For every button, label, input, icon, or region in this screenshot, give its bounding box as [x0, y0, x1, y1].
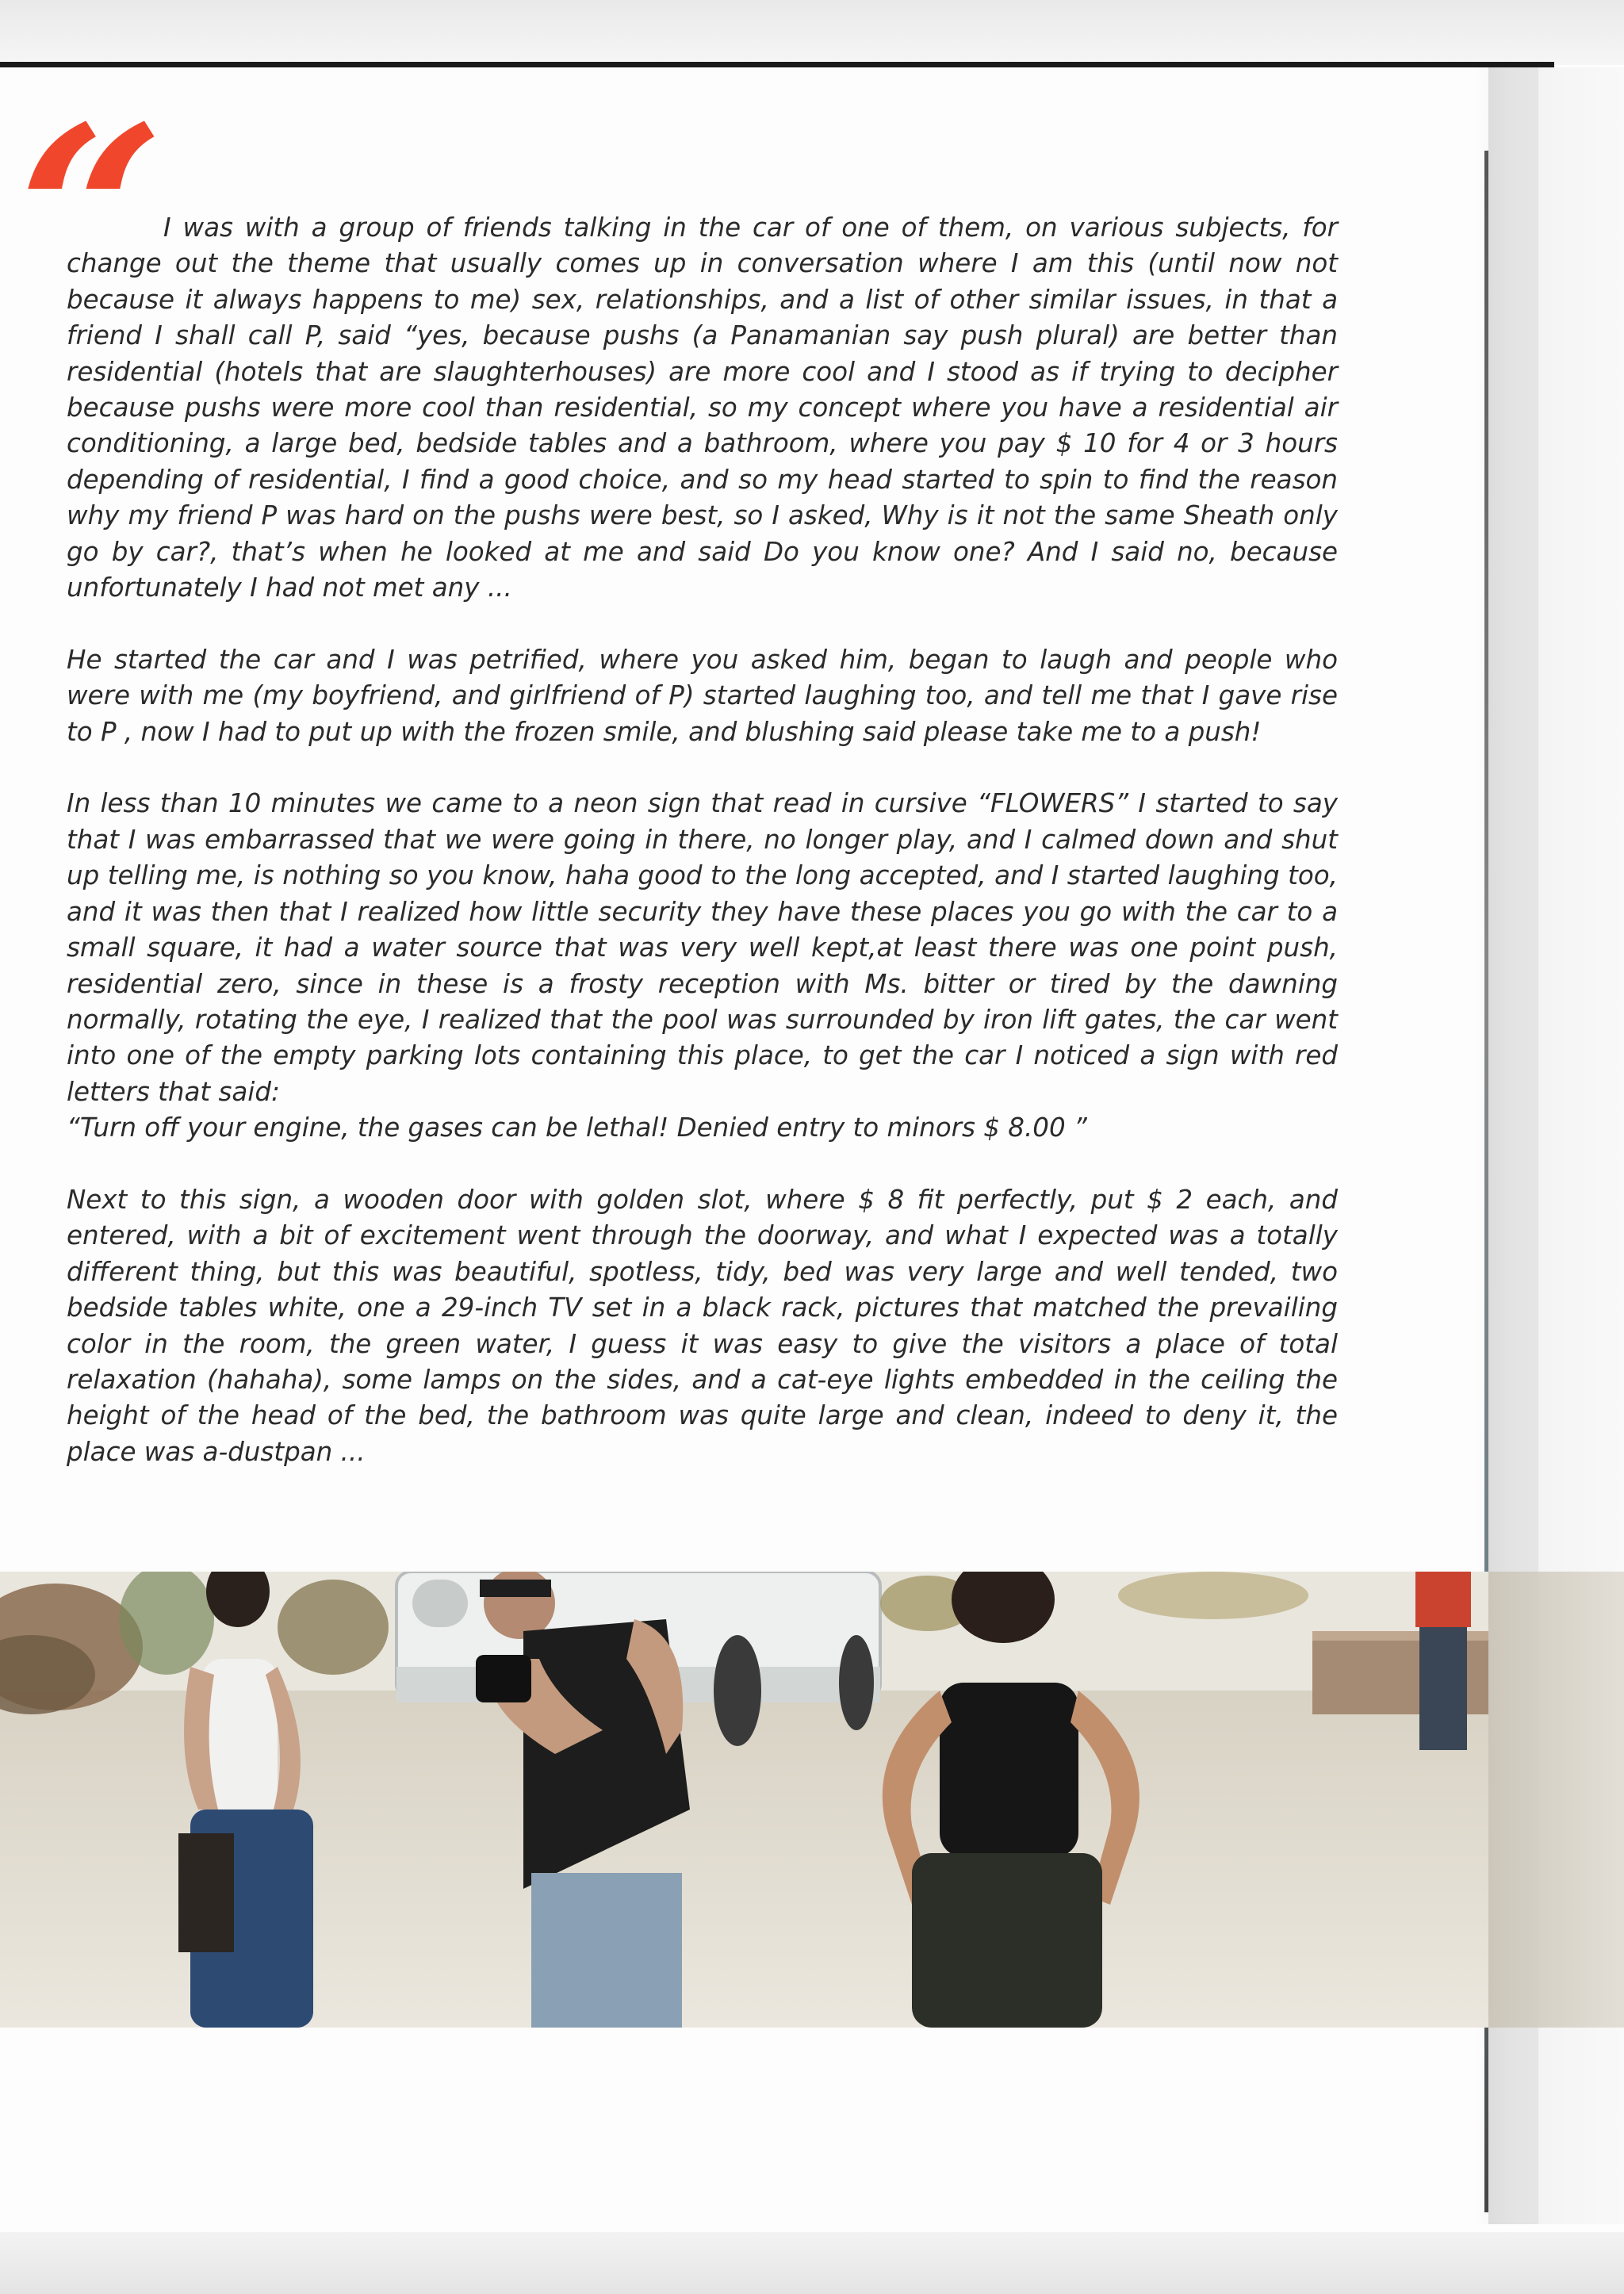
opening-quote-mark: “ [17, 74, 140, 354]
paragraph-3: In less than 10 minutes we came to a neon sign that read in cursive “FLOWERS” I started to say that I was embarrassed that we were going in there, no longer play, and I calmed down and shut up telling me, is nothing so you know, haha good to the long accepted, and I started laughing too, and it was then that I realized how little security they have these places you go with the car to a small square, it had a water source that was very well kept,at least there was one point push, residential zero, since in these is a frosty reception with Ms. bitter or tired by the dawning normally, rotating the eye, I realized that the pool was surrounded by iron lift gates, the car went into one of the empty parking lots containing this place, to get the car I noticed a sign with red letters that said: [67, 788, 1338, 1107]
top-rule [0, 62, 1554, 67]
article-body [67, 210, 1338, 1507]
top-margin [0, 0, 1624, 65]
bottom-margin [0, 2232, 1624, 2294]
paragraph-2: He started the car and I was petrified, where you asked him, began to laugh and people who were with me (my boyfriend, and girlfriend of P) started laughing too, and tell me that I gave rise to P , now I had to put up with the frozen smile, and blushing said please take me to a push! [67, 644, 1338, 747]
paragraph-3-group [67, 786, 1338, 1146]
photo-bleed-facing-page [1488, 1572, 1624, 2028]
paragraph-4: Next to this sign, a wooden door with golden slot, where $ 8 fit perfectly, put $ 2 each, and entered, with a bit of excitement went through the doorway, and what I expected was a totally different thing, but this was beautiful, spotless, tidy, bed was very large and well tended, two bedside tables white, one a 29-inch TV set in a black rack, pictures that matched the prevailing color in the room, the green water, I guess it was easy to give the visitors a place of total relaxation (hahaha), some lamps on the sides, and a cat-eye lights embedded in the ceiling the height of the head of the bed, the bathroom was quite large and clean, indeed to deny it, the place was a-dustpan ... [67, 1184, 1338, 1467]
sign-quote: “Turn off your engine, the gases can be lethal! Denied entry to minors $ 8.00 ” [67, 1113, 1087, 1143]
photo-illustration [0, 1572, 1488, 2028]
people-photo [0, 1572, 1488, 2028]
paragraph-1: I was with a group of friends talking in the car of one of them, on various subjects, for change out the theme that usually comes up in conversation where I am this (until now not because it always happens to me) sex, relationships, and a list of other similar issues, in that a friend I shall call P, said “yes, because pushs (a Panamanian say push plural) are better than residential (hotels that are slaughterhouses) are more cool and I stood as if trying to decipher because pushs were more cool than residential, so my concept where you have a residential air conditioning, a large bed, bedside tables and a bathroom, where you pay $ 10 for 4 or 3 hours depending of residential, I find a good choice, and so my head started to spin to find the reason why my friend P was hard on the pushs were best, so I asked, Why is it not the same Sheath only go by car?, that’s when he looked at me and said Do you know one? And I said no, because unfortunately I had not met any ... [67, 213, 1338, 603]
